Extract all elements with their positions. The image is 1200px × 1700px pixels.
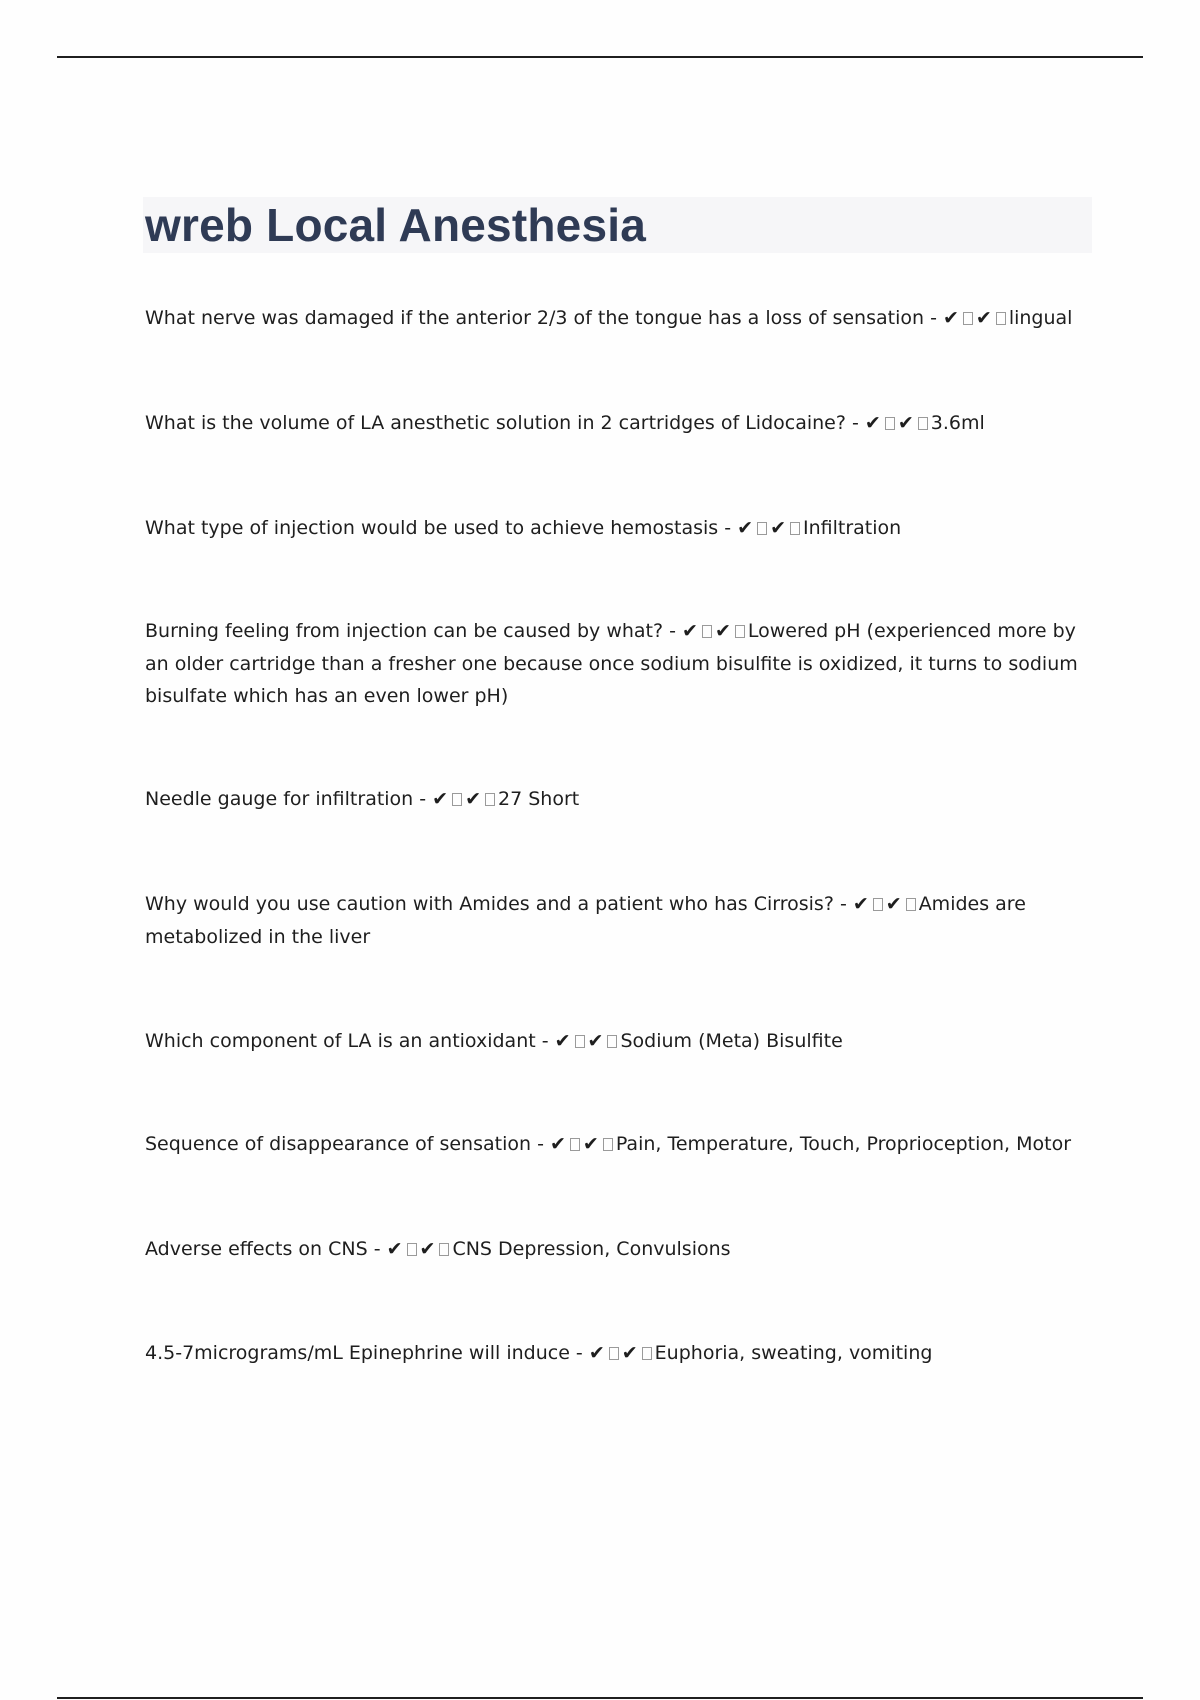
question-text: What type of injection would be used to achieve hemostasis [145,517,719,539]
check-icon: ✔ [897,412,914,434]
box-icon [603,1138,613,1151]
question-text: Which component of LA is an antioxidant [145,1030,536,1052]
qa-item-1 [145,302,1085,335]
answer-text: Pain, Temperature, Touch, Proprioception, Motor [615,1133,1072,1155]
check-icon: ✔ [554,1030,571,1052]
box-icon [439,1243,449,1256]
check-icon: ✔ [386,1238,403,1260]
answer-text: Amides are metabolized in the liver [145,893,1026,948]
question-text: Needle gauge for infiltration [145,788,414,810]
check-icon: ✔ [975,307,992,329]
box-icon [575,1035,585,1048]
check-icon: ✔ [942,307,959,329]
question-text: Burning feeling from injection can be caused by what? [145,620,664,642]
check-icon: ✔ [582,1133,599,1155]
answer-text: Sodium (Meta) Bisulfite [620,1030,843,1052]
check-icon: ✔ [419,1238,436,1260]
answer-text: 27 Short [498,788,580,810]
qa-item-4 [145,615,1085,713]
qa-item-6 [145,888,1085,953]
check-icon: ✔ [432,788,449,810]
qa-item-7 [145,1025,1085,1058]
box-icon [609,1347,619,1360]
check-icon: ✔ [864,412,881,434]
check-icon: ✔ [682,620,698,642]
separator: - [924,307,943,329]
header-rule [57,56,1143,58]
box-icon [885,417,895,430]
box-icon [918,417,928,430]
answer-text: 3.6ml [930,412,985,434]
answer-text: Euphoria, sweating, vomiting [654,1342,933,1364]
answer-text: lingual [1008,307,1073,329]
separator: - [413,788,433,810]
check-icon: ✔ [770,517,786,539]
box-icon [963,312,973,325]
check-icon: ✔ [714,620,731,642]
qa-item-9 [145,1233,1085,1266]
box-icon [642,1347,652,1360]
box-icon [485,793,495,806]
box-icon [607,1035,617,1048]
check-icon: ✔ [587,1030,604,1052]
check-icon: ✔ [588,1342,605,1364]
box-icon [757,522,767,535]
answer-text: CNS Depression, Convulsions [452,1238,731,1260]
question-text: What nerve was damaged if the anterior 2/3 of the tongue has a loss of sensation [145,307,925,329]
answer-text: Infiltration [802,517,902,539]
box-icon [873,898,883,911]
question-text: Why would you use caution with Amides and a patient who has Cirrosis? [145,893,834,915]
separator: - [718,517,738,539]
check-icon: ✔ [852,893,869,915]
check-icon: ✔ [465,788,482,810]
separator: - [535,1030,555,1052]
qa-item-10 [145,1337,1085,1370]
check-icon: ✔ [737,517,754,539]
box-icon [790,522,800,535]
check-icon: ✔ [549,1133,566,1155]
separator: - [845,412,865,434]
separator: - [663,620,683,642]
check-icon: ✔ [621,1342,638,1364]
qa-item-8 [145,1128,1085,1161]
check-icon: ✔ [885,893,902,915]
question-text: 4.5-7micrograms/mL Epinephrine will induce [145,1342,570,1364]
separator: - [833,893,853,915]
box-icon [407,1243,417,1256]
box-icon [452,793,462,806]
title-band [143,197,1092,253]
footer-rule [57,1697,1143,1699]
qa-item-5 [145,783,1085,816]
question-text: Adverse effects on CNS [145,1238,368,1260]
separator: - [367,1238,387,1260]
answer-text: Lowered pH (experienced more by an older cartridge than a fresher one because once sodium bisulfite is oxidized, it turns to sodium bisulfate which has an even lower pH) [145,620,1078,707]
separator: - [531,1133,550,1155]
document-title: wreb Local Anesthesia [145,199,646,251]
box-icon [735,625,745,638]
qa-item-3 [145,512,1085,545]
box-icon [996,312,1006,325]
separator: - [569,1342,589,1364]
qa-item-2 [145,407,1085,440]
box-icon [906,898,916,911]
question-text: What is the volume of LA anesthetic solution in 2 cartridges of Lidocaine? [145,412,846,434]
box-icon [702,625,712,638]
question-text: Sequence of disappearance of sensation [145,1133,532,1155]
box-icon [570,1138,580,1151]
